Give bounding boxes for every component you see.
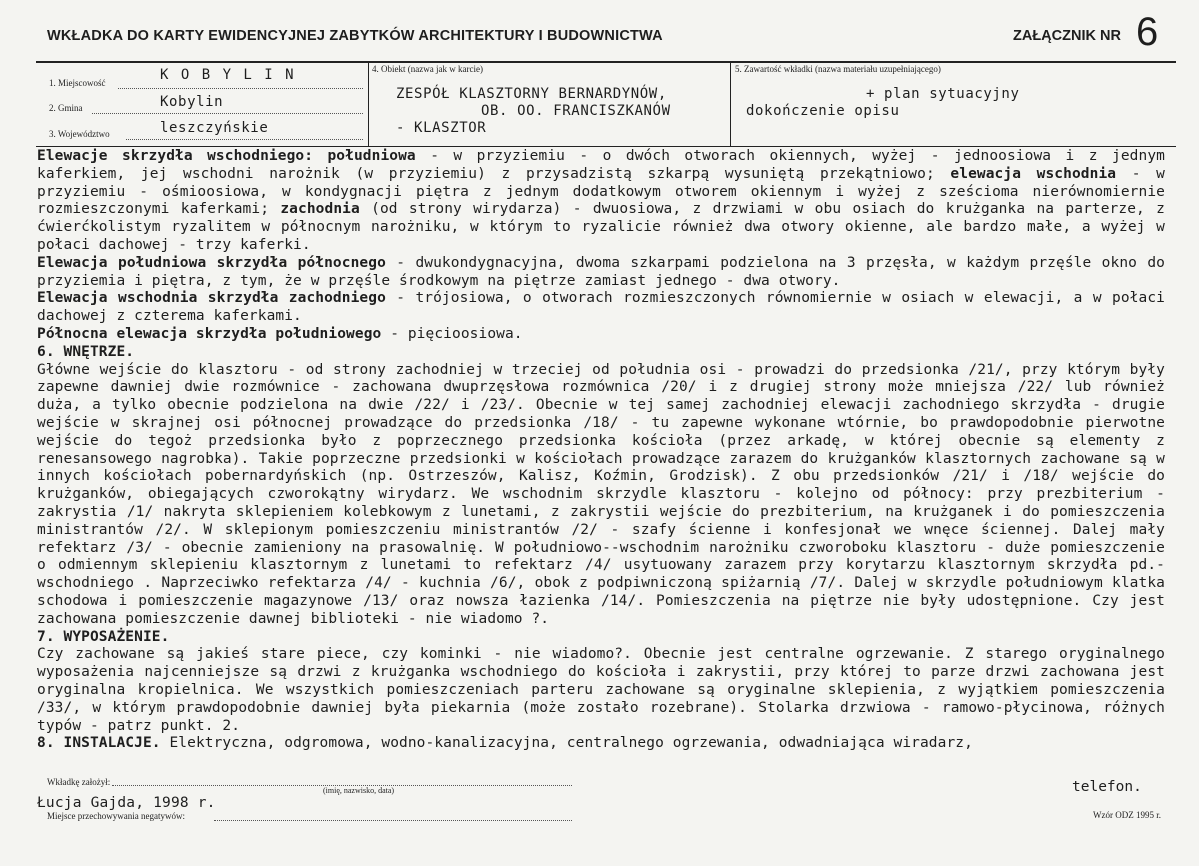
paragraph-north-wing: Elewacja południowa skrzydła północnego - dwukondygnacyjna, dwoma szkarpami podzielona na 3 przęsła, w każdym przęśle okno do przyziemia i piętra, z tym, że w przęśle środkowym na piętrze zamiast jednego - dwa otwory. bbox=[37, 254, 1166, 289]
miejscowosc-value: K O B Y L I N bbox=[160, 67, 296, 83]
obiekt-line-2: OB. OO. FRANCISZKANÓW bbox=[481, 103, 671, 119]
heading-north-wing: Elewacja południowa skrzydła północnego bbox=[37, 254, 386, 271]
form-title: WKŁADKA DO KARTY EWIDENCYJNEJ ZABYTKÓW ARCHITEKTURY I BUDOWNICTWA bbox=[47, 28, 663, 44]
top-rule bbox=[36, 61, 1176, 63]
attachment-label: ZAŁĄCZNIK NR bbox=[1013, 28, 1121, 44]
section-8-title: 8. INSTALACJE. bbox=[37, 735, 161, 752]
zawartosc-line-2: dokończenie opisu bbox=[746, 103, 900, 119]
zawartosc-line-1: + plan sytuacyjny bbox=[866, 86, 1020, 102]
wojewodztwo-label: 3. Województwo bbox=[49, 129, 110, 139]
obiekt-line-1: ZESPÓŁ KLASZTORNY BERNARDYNÓW, bbox=[396, 86, 667, 102]
section-6-text: Główne wejście do klasztoru - od strony zachodniej w trzeciej od południa osi - prowadzi do przedsionka /21/, przy którym były zapewne dawniej dwie rozmównice - zachowana dwuprzęsłowa rozmównica /20/ i z drugiej strony może mniejsza /22/ lub również duża, a tylko obecnie podzielona na dwie /22/ i /23/. Obecnie w tej samej zachodniej elewacji zachodniego skrzydła - drugie wejście w skrajnej osi północnej prowadzące do przedsionka /18/ - tu zapewne wykonane wtórnie, bo prawdopodobnie pierwotne wejście do tegoż przedsionka było z poprzecznego przedsionka kościoła (przez arkadę, w której obecnie są elementy z renesansowego nagrobka). Takie poprzeczne przedsionki w kościołach prowadzące zarazem do krużganków klasztornych zachowane są w innych kościołach pobernardyńskich (np. Ostrzeszów, Kalisz, Koźmin, Grodzisk). Z obu przedsionków /21/ i /18/ wejście do krużganków, obiegających czworokątny wirydarz. We wschodnim skrzydle klasztoru - kolejno od północy: przy prezbiterium - zakrystia /1/ nakryta sklepieniem kolebkowym z lunetami, z zakrystii wejście do prezbiterium, na krużganek i do pomieszczenia ministrantów /2/. W sklepionym pomieszczeniu ministrantów /2/ - szafy ścienne i konfesjonał we wnęce ściennej. Dalej mały refektarz /3/ - obecnie zamieniony na prasowalnię. W południowo--wschodnim narożniku czworoboku klasztoru - duże pomieszczenie o odmiennym sklepieniu klasztornym z lunetami to refektarz /4/ usytuowany zarazem przy korytarzu klasztornym skrzydła pd.-wschodniego . Naprzeciwko refektarza /4/ - kuchnia /6/, obok z podpiwniczoną spiżarnią /7/. Dalej w skrzydle południowym klatka schodowa i pomieszczenie magazynowe /13/ oraz nowsza łazienka /14/. Pomieszczenia na piętrze nie były udostępnione. Czy jest zachowana pomieszczenie dawnej biblioteki - nie wiadomo ?. bbox=[37, 361, 1165, 627]
gmina-line bbox=[92, 113, 363, 114]
gmina-value: Kobylin bbox=[160, 94, 224, 110]
zawartosc-label: 5. Zawartość wkładki (nazwa materiału uzupełniającego) bbox=[735, 64, 941, 74]
section-7-title: 7. WYPOSAŻENIE. bbox=[37, 628, 170, 645]
paragraph-west-wing: Elewacja wschodnia skrzydła zachodniego - trójosiowa, o otworach rozmieszczonych równomiernie w osiach w elewacji, a w połaci dachowej z czterema kaferkami. bbox=[37, 290, 1166, 325]
imie-label: (imię, nazwisko, data) bbox=[323, 786, 395, 795]
zalozyl-label: Wkładkę założył: bbox=[47, 777, 111, 787]
paragraph-south-wing: Północna elewacja skrzydła południowego - pięcioosiowa. bbox=[37, 325, 523, 342]
bottom-rule bbox=[36, 146, 1176, 147]
paragraph-east-wing: Elewacje skrzydła wschodniego: południowa - w przyziemiu - o dwóch otworach okiennych, wyżej - jednoosiowa i z jednym kaferkiem, jej wschodni narożnik (w przyziemiu) z przysadzistą szkarpą wysuniętą przekątniowo; elewacja wschodnia - w przyziemiu - ośmioosiowa, w kondygnacji piętra z jednym dodatkowym otworem okiennym i wyżej z sześcioma nierównomiernie rozmieszczonymi kaferkami; zachodnia (od strony wirydarza) - dwuosiowa, z drzwiami w obu osiach do krużganka na parterze, z ćwierćkolistym ryzalitem w północnym narożniku, w którym to ryzalicie również dwa otwory okienne, ale bardzo małe, a wyżej w połaci dachowej - trzy kaferki. bbox=[37, 148, 1166, 253]
wojewodztwo-value: leszczyńskie bbox=[160, 120, 269, 136]
negatywy-line bbox=[214, 820, 572, 821]
divider-right bbox=[730, 61, 731, 147]
heading-east-wing: Elewacje skrzydła wschodniego: południowa bbox=[37, 148, 416, 164]
wojewodztwo-line bbox=[126, 139, 363, 140]
gmina-label: 2. Gmina bbox=[49, 103, 83, 113]
section-8-text: Elektryczna, odgromowa, wodno-kanalizacyjna, centralnego ogrzewania, odwadniająca wiradarz, bbox=[160, 735, 973, 752]
miejscowosc-line bbox=[118, 88, 363, 89]
heading-west-wing: Elewacja wschodnia skrzydła zachodniego bbox=[37, 290, 386, 307]
heading-south-wing: Północna elewacja skrzydła południowego bbox=[37, 325, 382, 342]
section-7-text: Czy zachowane są jakieś stare piece, czy kominki - nie wiadomo?. Obecnie jest centralne ogrzewanie. Z starego oryginalnego wyposażenia najcenniejsze są drzwi z krużganka wschodniego do kościoła i zakrystii, przy której to parze drzwi zachowana jest oryginalna kropielnica. We wszystkich pomieszczeniach parteru zachowane są oryginalne sklepienia, z wyjątkiem pomieszczenia /33/, w którym prawdopodobnie dawniej była piekarnia (może zostało rozebrane). Stolarka drzwiowa - ramowo-płycinowa, różnych typów - patrz punkt. 2. bbox=[37, 646, 1165, 734]
attachment-number: 6 bbox=[1136, 10, 1159, 54]
obiekt-line-3: - KLASZTOR bbox=[396, 120, 487, 136]
negatywy-label: Miejsce przechowywania negatywów: bbox=[47, 811, 185, 821]
section-8 bbox=[37, 735, 1165, 753]
wzor-label: Wzór ODZ 1995 r. bbox=[1093, 810, 1161, 820]
obiekt-label: 4. Obiekt (nazwa jak w karcie) bbox=[372, 64, 483, 74]
divider-left bbox=[368, 61, 369, 147]
description-body bbox=[37, 148, 1165, 753]
section-6-title: 6. WNĘTRZE. bbox=[37, 343, 135, 360]
section-8-end: telefon. bbox=[1072, 779, 1142, 795]
signature: Łucja Gajda, 1998 r. bbox=[37, 795, 216, 811]
miejscowosc-label: 1. Miejscowość bbox=[49, 78, 106, 88]
